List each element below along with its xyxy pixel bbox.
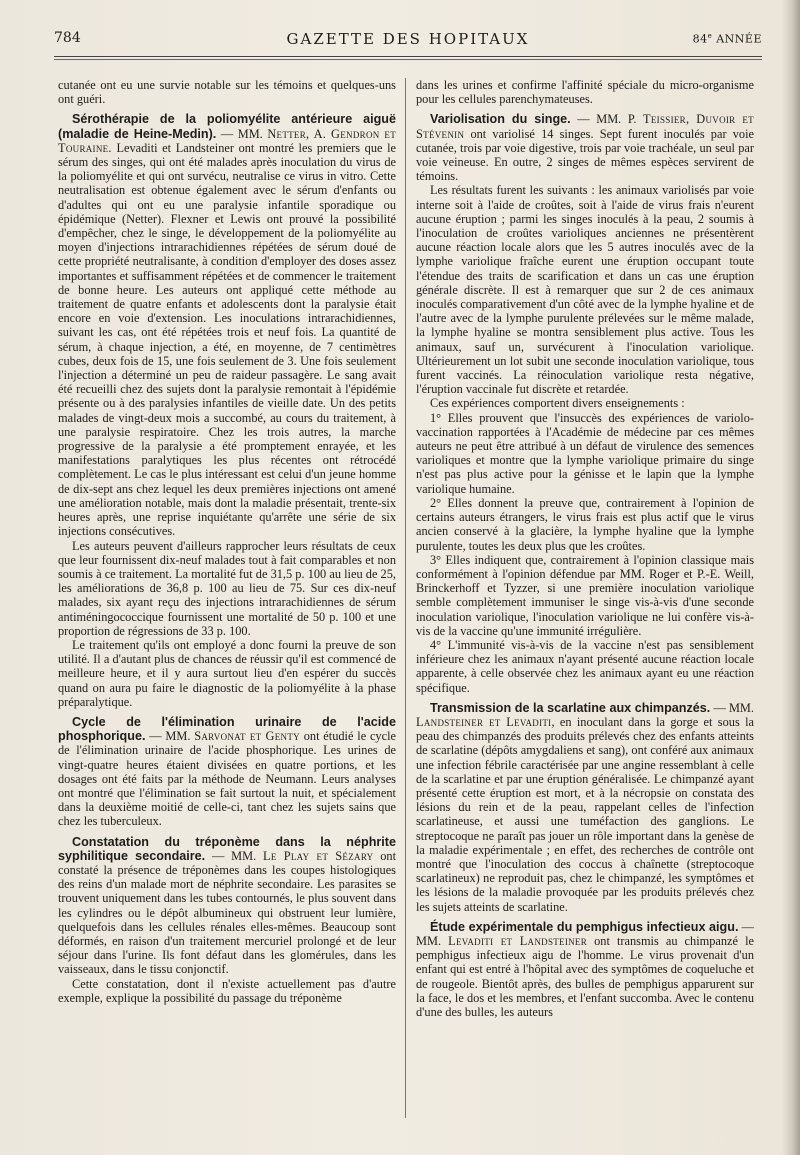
article-variolisation bbox=[416, 112, 754, 183]
article-poliomyelite bbox=[58, 112, 396, 538]
article-authors: Le Play et Sézary bbox=[262, 848, 374, 863]
year-number: 84 bbox=[692, 32, 708, 46]
article-connector: — MM. bbox=[416, 919, 754, 948]
article-body: , en inoculant dans la gorge et sous la peau des chimpanzés des produits prélevés chez des enfants atteints de scarlatine (dépôts amygdaliens et sang), ont conféré aux animaux une infection fébrile caractérisée par une angine ressemblant à celle de la scarlatine et par une éruption généralisée. Le chimpanzé ayant présenté cette éruption est mort, et à la nécropsie on constata des lésions du rein et de la peau, rappelant celles de l'infection scarlatineuse, et aussi une tuméfaction des ganglions. Le streptocoque ne paraît pas jouer un rôle important dans la genèse de la maladie expérimentale ; en effet, des recherches de contrôle ont montré que l'inoculation des coccus à chaînette (streptocoque scarlatineux) ne reproduit pas, chez le chimpanzé, les symptômes et les lésions de la maladie provoquée par les produits prélevés chez les sujets atteints de scarlatine. bbox=[416, 714, 754, 914]
article-pemphigus bbox=[416, 920, 754, 1019]
journal-title: GAZETTE DES HOPITAUX bbox=[286, 30, 530, 48]
article-authors: Teissier, Duvoir et Stévenin bbox=[416, 112, 754, 141]
article-heading: Sérothérapie de la poliomyélite antérieure aiguë (maladie de Heine-Medin). bbox=[58, 112, 396, 141]
article-connector: — MM. P. bbox=[570, 112, 644, 127]
paragraph: 3° Elles indiquent que, contrairement à l'opinion classique mais conformément à l'opinion défendue par MM. Roger et P.-E. Weill, Brinckerhoff et Tyzzer, si une première inoculation variolique semble complètement immuniser le singe vis-à-vis d'une seconde inoculation variolique, l'inoculation variolique ne lui confère vis-à-vis de la vaccine qu'une immunité irrégulière. bbox=[416, 552, 754, 638]
article-connector: — MM. bbox=[216, 126, 268, 141]
paragraph: Ces expériences comportent divers enseignements : bbox=[430, 396, 685, 411]
year-word: ANNÉE bbox=[716, 32, 762, 46]
column-divider bbox=[405, 78, 406, 1118]
paragraph: Les auteurs peuvent d'ailleurs rapprocher leurs résultats de ceux que leur fournissent dix-neuf malades tout à fait comparables et non soumis à ce traitement. La mortalité fut de 31,5 p. 100 au lieu de 25, les améliorations de 36,8 p. 100 au lieu de 75. Sur ces dix-neuf malades, six ayant reçu des injections intrarachidiennes de sérum antiméningococcique fournissent une mortalité de 50 p. 100 et une proportion de régressions de 33 p. 100. bbox=[58, 538, 396, 638]
continued-paragraph: cutanée ont eu une survie notable sur les témoins et quelques-uns ont guéri. bbox=[58, 78, 396, 107]
year-ordinal: e bbox=[707, 32, 713, 40]
article-heading: Cycle de l'élimination urinaire de l'acide phosphorique. bbox=[58, 714, 396, 744]
article-body: ont transmis au chimpanzé le pemphigus infectieux aigu de l'homme. Le virus provenait d'un enfant qui est entré à l'hôpital avec des symptômes de coqueluche et de rougeole. Bientôt après, des bulles de pemphigus apparurent sur la face, le dos et les membres, et l'enfant succomba. Avec le contenu d'une des bulles, les auteurs bbox=[416, 933, 754, 1019]
right-column bbox=[416, 78, 754, 1128]
binding-shadow bbox=[782, 0, 800, 1155]
article-connector: — MM. bbox=[205, 848, 263, 863]
article-connector: — MM. bbox=[145, 729, 195, 744]
paragraph: 2° Elles donnent la preuve que, contrairement à l'opinion de certains auteurs étrangers, le virus frais est plus actif que le virus ancien conservé à la glacière, la lymphe hyaline que la lymphe purulente, toutes les deux plus que les croûtes. bbox=[416, 495, 754, 553]
article-authors: Levaditi et Landsteiner bbox=[448, 933, 588, 948]
article-heading: Étude expérimentale du pemphigus infectieux aigu. bbox=[430, 919, 739, 934]
header-rule-thin bbox=[54, 59, 762, 60]
paragraph: 1° Elles prouvent que l'insuccès des expériences de variolo-vaccination rapportées à l'Académie de médecine par ces mêmes auteurs ne peut être attribué à un défaut de virulence des semences varioliques et montre que la lymphe variolique primaire du singe n'est pas plus active pour la génisse et le lapin que la lymphe variolique humaine. bbox=[416, 410, 754, 496]
article-acide-phosphorique bbox=[58, 715, 396, 829]
header-rule bbox=[54, 56, 762, 57]
article-body: ont constaté la présence de tréponèmes dans les coupes histologiques des reins d'un malade mort de néphrite secondaire. Les parasites se trouvent uniquement dans les tubes contournés, le plus souvent dans les cylindres ou le dépôt albumineux qui obstruent leur lumière, quelquefois dans les cellules rénales elles-mêmes. Beaucoup sont déformés, en raison d'un traitement mercuriel prolongé et de leur séjour dans l'urine. Ils font défaut dans les glomérules, dans les vaisseaux, dans le tissu conjonctif. bbox=[58, 848, 396, 977]
paragraph: Le traitement qu'ils ont employé a donc fourni la preuve de son utilité. Il a d'autant plus de chances de réussir qu'il est commencé de meilleure heure, et il y aura surtout lieu d'en espérer du succès quand on aura pu faire le diagnostic de la poliomyélite à la phase préparalytique. bbox=[58, 637, 396, 709]
article-connector: — MM. bbox=[710, 700, 754, 715]
article-heading: Constatation du tréponème dans la néphrite syphilitique secondaire. bbox=[58, 834, 396, 863]
article-scarlatine bbox=[416, 701, 754, 914]
left-column bbox=[58, 78, 396, 1128]
year-label bbox=[693, 32, 762, 46]
paragraph: Cette constatation, dont il n'existe actuellement pas d'autre exemple, explique la possibilité du passage du tréponème bbox=[58, 976, 396, 1005]
article-authors: Netter, A. Gendron et Touraine. bbox=[58, 126, 396, 155]
paragraph: Les résultats furent les suivants : les animaux variolisés par voie interne soit à l'aide de croûtes, soit à l'aide de virus frais n'eurent aucune éruption ; parmi les singes inoculés à la peau, 2 soumis à l'inoculation de croûtes varioliques anciennes ne présentèrent aucune réaction locale alors que les 5 autres inoculés avec de la lymphe variolique fraîche eurent une éruption occupant toute l'étendue des traits de scarification et dans un cas une éruption générale discrète. Il est à remarquer que sur 2 de ces animaux inoculés comparativement d'un côté avec de la lymphe hyaline et de l'autre avec de la lymphe purulente prélevées sur le même malade, la lymphe hyaline se montra sensiblement plus active. Tous les animaux, sauf un, survécurent à l'inoculation variolique. Ultérieurement un lot subit une seconde inoculation variolique, tous furent vaccinés. La réinoculation variolique resta négative, l'éruption vaccinale fut discrète et retardée. bbox=[416, 183, 754, 397]
continued-paragraph: dans les urines et confirme l'affinité spéciale du micro-organisme pour les cellules parenchymateuses. bbox=[416, 78, 754, 107]
article-heading: Variolisation du singe. bbox=[430, 112, 571, 127]
page-header bbox=[54, 22, 762, 58]
article-body: ont étudié le cycle de l'élimination urinaire de l'acide phosphorique. Les urines de vingt-quatre heures étaient divisées en quatre portions, et les dosages ont été faits par la méthode de Neumann. Leurs analyses ont montré que l'élimination se fait surtout la nuit, et spécialement dans la deuxième moitié de celle-ci, tant chez les sujets sains que chez les tuberculeux. bbox=[58, 729, 396, 829]
page-number: 784 bbox=[54, 30, 81, 46]
paragraph: 4° L'immunité vis-à-vis de la vaccine n'est pas sensiblement inférieure chez les animaux n'ayant présenté aucune réaction locale apparente, à celle observée chez les animaux ayant eu une réaction spécifique. bbox=[416, 637, 754, 695]
article-authors: Sarvonat et Genty bbox=[194, 729, 300, 744]
article-authors: Landsteiner et Levaditi bbox=[416, 714, 552, 729]
article-body: Levaditi et Landsteiner ont montré les premiers que le sérum des singes, qui ont été malades après inoculation du virus de la poliomyélite et qui ont survécu, neutralise ce virus in vitro. Cette neutralisation est obtenue également avec le sérum d'enfants ou d'adultes qui ont eu une paralysie infantile sporadique ou épidémique (Netter). Flexner et Lewis ont prouvé la possibilité d'empêcher, chez le singe, le développement de la poliomyélite au moyen d'injections intrarachidiennes répétées de sérum doué de cette propriété neutralisante, à condition d'employer des doses assez importantes et suffisamment répétées et de commencer le traitement de bonne heure. Les auteurs ont appliqué cette méthode au traitement de quatre enfants et adolescents dont la paralysie était encore en voie d'extension. Les inoculations intrarachidiennes, suivant les cas, ont été répétées trois et neuf fois. La quantité de sérum, à chaque injection, a été, en moyenne, de 7 centimètres cubes, deux fois de 15, une fois seulement de 3. Une fois seulement l'injection a déterminé un peu de raideur passagère. Le sang avait été recueilli chez des sujets dont la paralysie remontait à l'épidémie présente ou à des paralysies infantiles de vieille date. Un des petits malades de vingt-deux mois a succombé, au cours du traitement, à une paralysie respiratoire. Chez les trois autres, la marche progressive de la paralysie a été promptement enrayée, et les manifestations paralytiques les plus récentes ont rétrocédé complètement. Le cas le plus intéressant est celui d'un jeune homme de dix-sept ans chez lequel les deux premières injections ont amené une amélioration notable, mais dont la maladie présentait, trente-six heures après, une reprise inquiétante qu'arrête une série de six injections consécutives. bbox=[58, 140, 396, 539]
article-treponeme bbox=[58, 835, 396, 977]
article-body: ont variolisé 14 singes. Sept furent inoculés par voie cutanée, trois par voie digestive, trois par voie trachéale, un seul par voie veineuse. En outre, 2 singes de mêmes espèces servirent de témoins. bbox=[416, 126, 754, 184]
article-heading: Transmission de la scarlatine aux chimpanzés. bbox=[430, 700, 711, 715]
